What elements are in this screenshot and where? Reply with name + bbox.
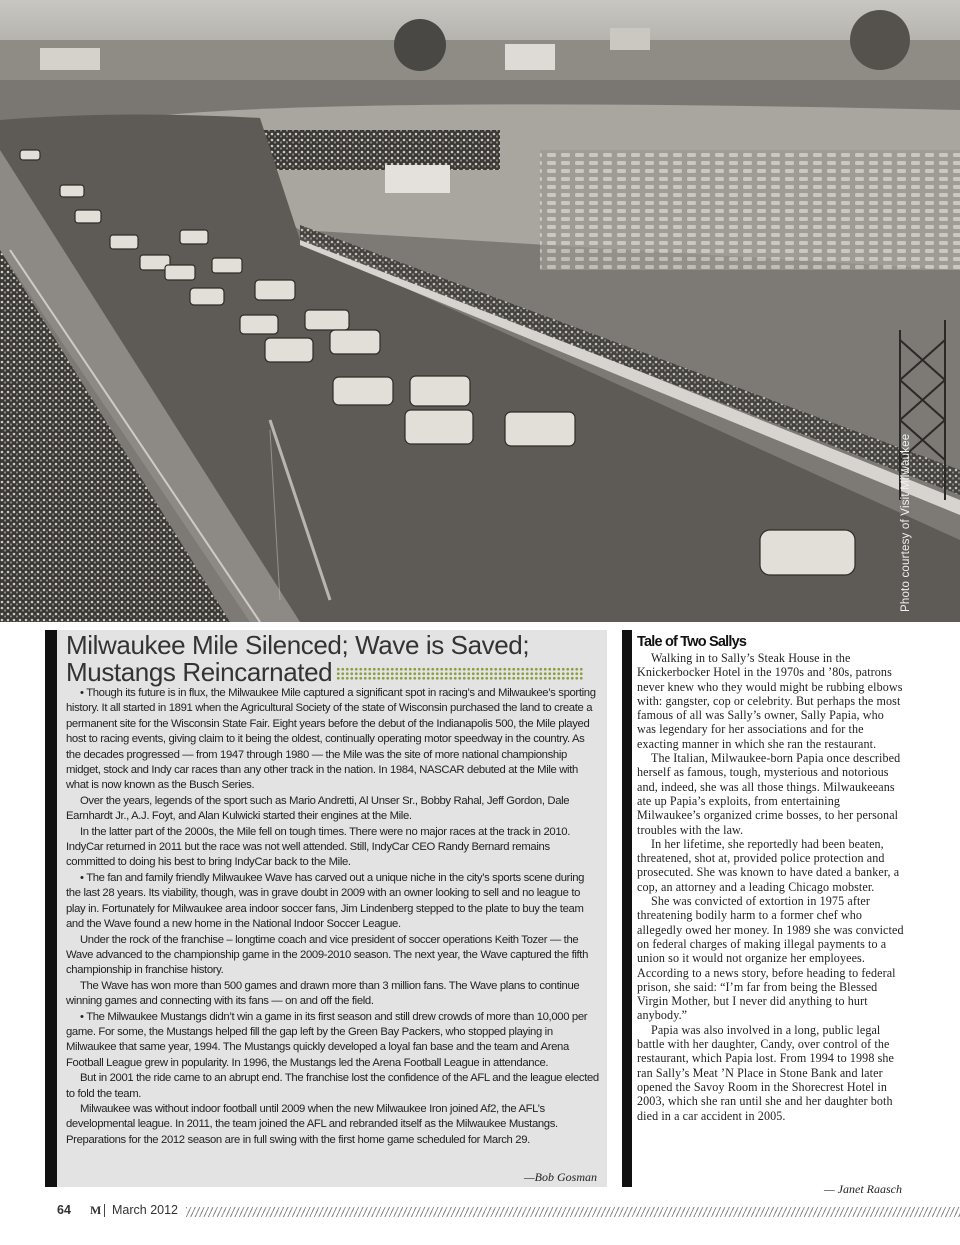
article-paragraph: The Wave has won more than 500 games and drawn more than 3 million fans. The Wave plans to continue winning games and connecting with its fans — on and off the field.: [66, 979, 580, 1008]
article-paragraph: Over the years, legends of the sport such as Mario Andretti, Al Unser Sr., Bobby Rahal, Jeff Gordon, Dale Earnhardt Jr., A.J. Foyt, and Alan Kulwicki started their engines at the Mile.: [66, 794, 570, 823]
race-car: [240, 315, 278, 334]
sidebar-title: Tale of Two Sallys: [637, 634, 747, 650]
magazine-logo: M: [90, 1203, 102, 1217]
right-article-byline: — Janet Raasch: [824, 1182, 902, 1196]
race-car: [110, 235, 138, 249]
headline-line-1: Milwaukee Mile Silenced; Wave is Saved;: [66, 630, 530, 660]
right-article-accent-bar: [622, 630, 632, 1187]
page-number: 64: [57, 1203, 71, 1217]
footer-slash-rule: [186, 1207, 960, 1217]
sidebar-paragraph: The Italian, Milwaukee-born Papia once described herself as famous, tough, mysterious and notorious and, indeed, she was all those things. Milwaukeeans ate up Papia’s exploits, from entertaining Milwaukee’s organized crime bosses, to her personal troubles with the law.: [637, 751, 901, 837]
article-paragraph: • The Milwaukee Mustangs didn’t win a game in its first season and still drew crowds of more than 10,000 per game. For some, the Mustangs helped fill the gap left by the Green Bay Packers, who stopped playing in Milwaukee that same year, 1994. The Mustangs quickly developed a loyal fan base and the team and Arena Football League grew in popularity. In 1996, the Mustangs led the Arena Football League in attendance.: [66, 1010, 588, 1069]
page-footer: [0, 1203, 960, 1221]
race-cars: [0, 0, 960, 622]
footer-divider: [104, 1204, 105, 1217]
left-article: [66, 632, 600, 1148]
race-car: [405, 410, 473, 444]
race-car: [505, 412, 575, 446]
article-headline: [66, 632, 600, 686]
race-car: [212, 258, 242, 273]
sidebar-paragraph: Papia was also involved in a long, public legal battle with her daughter, Candy, over control of the restaurant, which Papia lost. From 1994 to 1998 she ran Sally’s Meat ’N Place in Stone Bank and later opened the Savoy Room in the Shorecrest Hotel in 2003, which she ran until she and her daughter both died in a car accident in 2005.: [637, 1022, 895, 1123]
race-photo: [0, 0, 960, 622]
race-car: [165, 265, 195, 280]
race-car: [333, 377, 393, 405]
pace-car: [760, 530, 855, 575]
race-car: [190, 288, 224, 305]
article-paragraph: • The fan and family friendly Milwaukee Wave has carved out a unique niche in the city’s sports scene during the last 28 years. Its viability, though, was in grave doubt in 2009 with an owner looking to sell and no league to play in. Fortunately for Milwaukee area indoor soccer fans, Jim Lindenberg stepped to the plate to buy the team and the Wave found a new home in the National Indoor Soccer League.: [66, 871, 585, 931]
left-article-accent-bar: [45, 630, 57, 1187]
race-car: [60, 185, 84, 197]
issue-date: March 2012: [112, 1203, 179, 1217]
race-car: [265, 338, 313, 362]
sidebar-body: [637, 651, 905, 1123]
photo-credit: Photo courtesy of Visit Milwaukee: [900, 433, 912, 612]
article-paragraph: Milwaukee was without indoor football until 2009 when the new Milwaukee Iron joined Af2, the AFL’s developmental league. In 2011, the team joined the AFL and rebranded itself as the Milwaukee Mustangs. Preparations for the 2012 season are in full swing with the first home game scheduled for March 29.: [66, 1102, 558, 1146]
right-article: [637, 634, 905, 1123]
headline-line-2: Mustangs Reincarnated: [66, 657, 333, 687]
race-car: [330, 330, 380, 354]
sidebar-paragraph: Walking in to Sally’s Steak House in the Knickerbocker Hotel in the 1970s and ’80s, patrons never knew who they would might be rubbing elbows with: gangster, cop or celebrity. But perhaps the most famous of all was Sally’s owner, Sally Papia, who was legendary for her associations and for the exacting manner in which she ran the restaurant.: [637, 651, 903, 751]
article-paragraph: But in 2001 the ride came to an abrupt end. The franchise lost the confidence of the AFL and the league elected to fold the team.: [66, 1072, 599, 1100]
sidebar-paragraph: In her lifetime, she reportedly had been beaten, threatened, shot at, provided police protection and prosecuted. She was known to have dated a banker, a cop, an attorney and a leading Chicago mobster.: [637, 836, 900, 894]
race-car: [180, 230, 208, 244]
race-car: [410, 376, 470, 406]
race-car: [20, 150, 40, 160]
left-article-byline: —Bob Gosman: [523, 1170, 597, 1184]
article-body: [66, 686, 600, 1148]
headline-dot-rule: [336, 667, 584, 681]
article-paragraph: In the latter part of the 2000s, the Mile fell on tough times. There were no major races at the track in 2010. IndyCar returned in 2011 but the race was not well attended. Still, IndyCar CEO Randy Bernard remains committed to doing his best to bring IndyCar back to the Mile.: [66, 825, 571, 869]
sidebar-paragraph: She was convicted of extortion in 1975 after threatening bodily harm to a former chef who allegedly owed her money. In 1989 she was convicted on federal charges of making illegal payments to a union so it would not organize her employees. According to a news story, before heading to federal prison, she said: “I’m far from being the Blessed Virgin Mother, but I never did anything to hurt anybody.”: [637, 894, 904, 1023]
race-car: [305, 310, 349, 330]
race-car: [255, 280, 295, 300]
article-paragraph: • Though its future is in flux, the Milwaukee Mile captured a significant spot in racing’s and Milwaukee’s sporting history. It all started in 1891 when the Agricultural Society of the state of Wisconsin purchased the land to create a permanent site for the Wisconsin State Fair. Eight years before the debut of the Indianapolis 500, the Mile played host to racing events, giving claim to it being the oldest, continually operating motor speedway in the country. As the decades progressed — from 1947 through 1980 — the Mile was the site of more national championship midget, stock and Indy car races than any other track in the nation. In 1984, NASCAR debuted at the Mile with what is now known as the Busch Series.: [66, 687, 596, 792]
race-car: [75, 210, 101, 223]
article-paragraph: Under the rock of the franchise – longtime coach and vice president of soccer operations Keith Tozer — the Wave advanced to the championship game in the 2009-2010 season. The next year, the Wave captured the fifth championship in franchise history.: [66, 933, 589, 977]
